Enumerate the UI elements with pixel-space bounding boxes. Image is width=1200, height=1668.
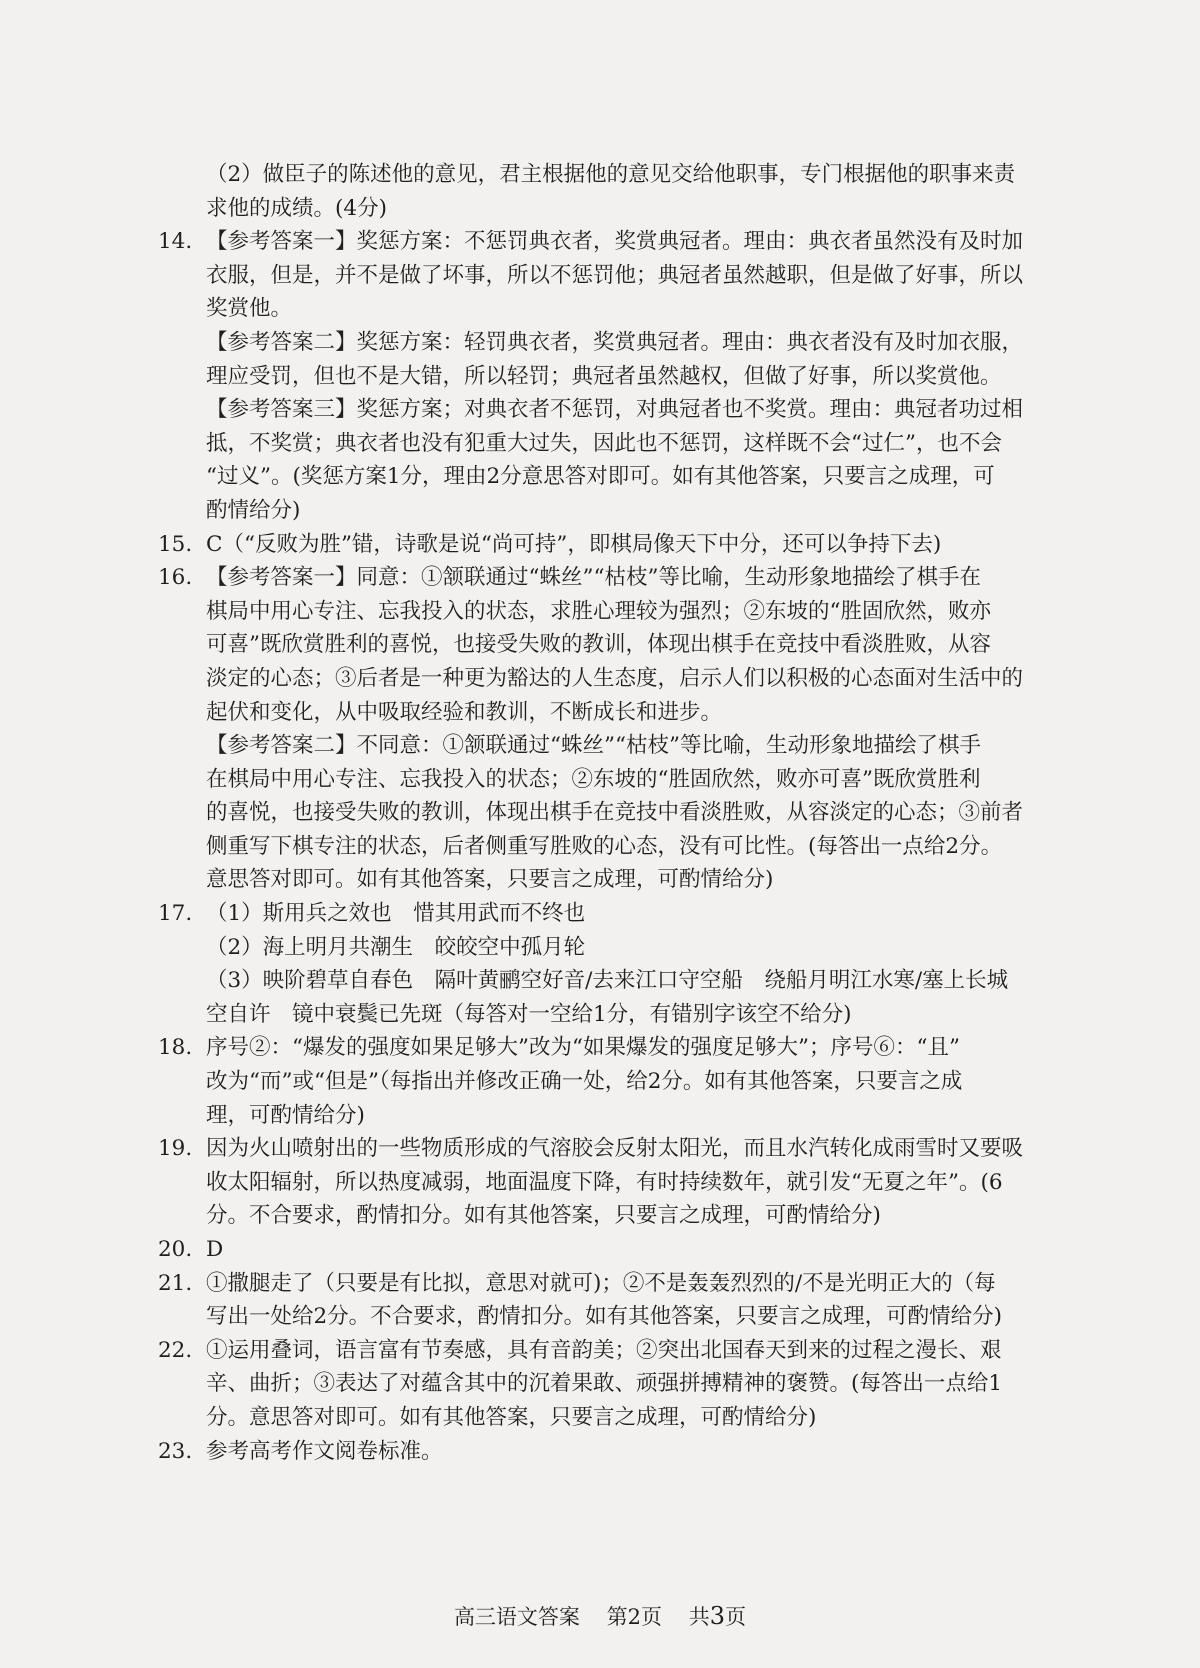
answer-content xyxy=(158,158,1078,1468)
text-line: 奖赏他。 xyxy=(206,296,293,322)
question-number: 21. xyxy=(158,1270,193,1296)
text-line: （3）映阶碧草自春色 隔叶黄鹂空好音/去来江口守空船 绕船月明江水寒/塞上长城 xyxy=(206,968,1009,994)
text-line: 棋局中用心专注、忘我投入的状态，求胜心理较为强烈；②东坡的“胜固欣然，败亦 xyxy=(206,598,991,624)
answer-19 xyxy=(158,1132,1078,1233)
text-line: 意思答对即可。如有其他答案，只要言之成理，可酌情给分) xyxy=(206,867,774,893)
text-line: （1）斯用兵之效也 惜其用武而不终也 xyxy=(206,901,586,927)
text-line: 【参考答案二】不同意：①颔联通过“蛛丝”“枯枝”等比喻，生动形象地描绘了棋手 xyxy=(206,733,981,759)
text-line: 衣服，但是，并不是做了坏事，所以不惩罚他；典冠者虽然越职，但是做了好事，所以 xyxy=(206,262,1024,288)
text-line: 的喜悦，也接受失败的教训，体现出棋手在竞技中看淡胜败，从容淡定的心态；③前者 xyxy=(206,800,1024,826)
text-line: 淡定的心态；③后者是一种更为豁达的人生态度，启示人们以积极的心态面对生活中的 xyxy=(206,665,1024,691)
question-number: 15. xyxy=(158,531,193,557)
footer-total-suffix: 页 xyxy=(725,1605,747,1629)
text-line: 收太阳辐射，所以热度减弱，地面温度下降，有时持续数年，就引发“无夏之年”。(6 xyxy=(206,1169,1003,1195)
question-number: 22. xyxy=(158,1337,193,1363)
text-line: 求他的成绩。(4分) xyxy=(206,195,387,221)
footer-title: 高三语文答案 xyxy=(453,1605,580,1629)
page-footer xyxy=(0,1601,1200,1631)
answer-22 xyxy=(158,1334,1078,1435)
text-line: D xyxy=(206,1237,224,1262)
footer-total-prefix: 共 xyxy=(688,1605,710,1629)
answer-17 xyxy=(158,897,1078,1031)
question-number: 19. xyxy=(158,1136,193,1162)
question-number: 14. xyxy=(158,229,193,255)
text-line: ①运用叠词，语言富有节奏感，具有音韵美；②突出北国春天到来的过程之漫长、艰 xyxy=(206,1337,1002,1363)
question-number: 17. xyxy=(158,901,193,927)
footer-page-number: 第2页 xyxy=(606,1605,663,1629)
answer-14 xyxy=(158,225,1078,527)
text-line: 酌情给分) xyxy=(206,497,301,523)
answer-21 xyxy=(158,1267,1078,1334)
text-line: 起伏和变化，从中吸取经验和教训，不断成长和进步。 xyxy=(206,699,723,725)
text-line: 分。意思答对即可。如有其他答案，只要言之成理，可酌情给分) xyxy=(206,1404,817,1430)
answer-16 xyxy=(158,561,1078,897)
text-line: 可喜”既欣赏胜利的喜悦，也接受失败的教训，体现出棋手在竞技中看淡胜败，从容 xyxy=(206,632,991,658)
answer-23 xyxy=(158,1435,1078,1469)
question-number: 18. xyxy=(158,1035,193,1061)
text-line: 序号②：“爆发的强度如果足够大”改为“如果爆发的强度足够大”；序号⑥：“且” xyxy=(206,1035,960,1061)
footer-total-number: 3 xyxy=(709,1602,726,1630)
text-line: 侧重写下棋专注的状态，后者侧重写胜败的心态，没有可比性。(每答出一点给2分。 xyxy=(206,833,1003,859)
text-line: 写出一处给2分。不合要求，酌情扣分。如有其他答案，只要言之成理，可酌情给分) xyxy=(206,1304,1003,1330)
text-line: 【参考答案三】奖惩方案；对典衣者不惩罚，对典冠者也不奖赏。理由：典冠者功过相 xyxy=(206,397,1024,423)
answer-13-continued xyxy=(158,158,1078,225)
text-line: 【参考答案一】同意：①颔联通过“蛛丝”“枯枝”等比喻，生动形象地描绘了棋手在 xyxy=(206,565,981,591)
text-line: 【参考答案一】奖惩方案：不惩罚典衣者，奖赏典冠者。理由：典衣者虽然没有及时加 xyxy=(206,229,1024,255)
text-line: （2）海上明月共潮生 皎皎空中孤月轮 xyxy=(206,934,586,960)
text-line: ①撒腿走了（只要是有比拟，意思对就可)；②不是轰轰烈烈的/不是光明正大的（每 xyxy=(206,1270,996,1296)
text-line: 辛、曲折；③表达了对蕴含其中的沉着果敢、顽强拼搏精神的褒赞。(每答出一点给1 xyxy=(206,1371,1003,1397)
question-number: 23. xyxy=(158,1438,193,1464)
text-line: 分。不合要求，酌情扣分。如有其他答案，只要言之成理，可酌情给分) xyxy=(206,1203,881,1229)
text-line: 改为“而”或“但是”（每指出并修改正确一处，给2分。如有其他答案，只要言之成 xyxy=(206,1069,963,1095)
text-line: 因为火山喷射出的一些物质形成的气溶胶会反射太阳光，而且水汽转化成雨雪时又要吸 xyxy=(206,1136,1024,1162)
text-line: 抵，不奖赏；典衣者也没有犯重大过失，因此也不惩罚，这样既不会“过仁”，也不会 xyxy=(206,430,1002,456)
question-number: 20. xyxy=(158,1237,193,1262)
text-line: C（“反败为胜”错，诗歌是说“尚可持”，即棋局像天下中分，还可以争持下去) xyxy=(206,531,942,557)
text-line: 理应受罚，但也不是大错，所以轻罚；典冠者虽然越权，但做了好事，所以奖赏他。 xyxy=(206,363,1002,389)
text-line: 【参考答案二】奖惩方案：轻罚典衣者，奖赏典冠者。理由：典衣者没有及时加衣服， xyxy=(206,329,1024,355)
answer-20 xyxy=(158,1233,1078,1267)
text-line: 参考高考作文阅卷标准。 xyxy=(206,1438,443,1464)
question-number: 16. xyxy=(158,565,193,591)
text-line: 理，可酌情给分) xyxy=(206,1102,365,1128)
answer-15 xyxy=(158,528,1078,562)
text-line: 在棋局中用心专注、忘我投入的状态；②东坡的“胜固欣然，败亦可喜”既欣赏胜利 xyxy=(206,766,981,792)
answer-18 xyxy=(158,1031,1078,1132)
text-line: 空自许 镜中衰鬓已先斑（每答对一空给1分，有错别字该空不给分) xyxy=(206,1001,852,1027)
text-line: “过义”。(奖惩方案1分，理由2分意思答对即可。如有其他答案，只要言之成理，可 xyxy=(206,464,995,490)
text-line: （2）做臣子的陈述他的意见，君主根据他的意见交给他职事，专门根据他的职事来责 xyxy=(206,162,1016,187)
